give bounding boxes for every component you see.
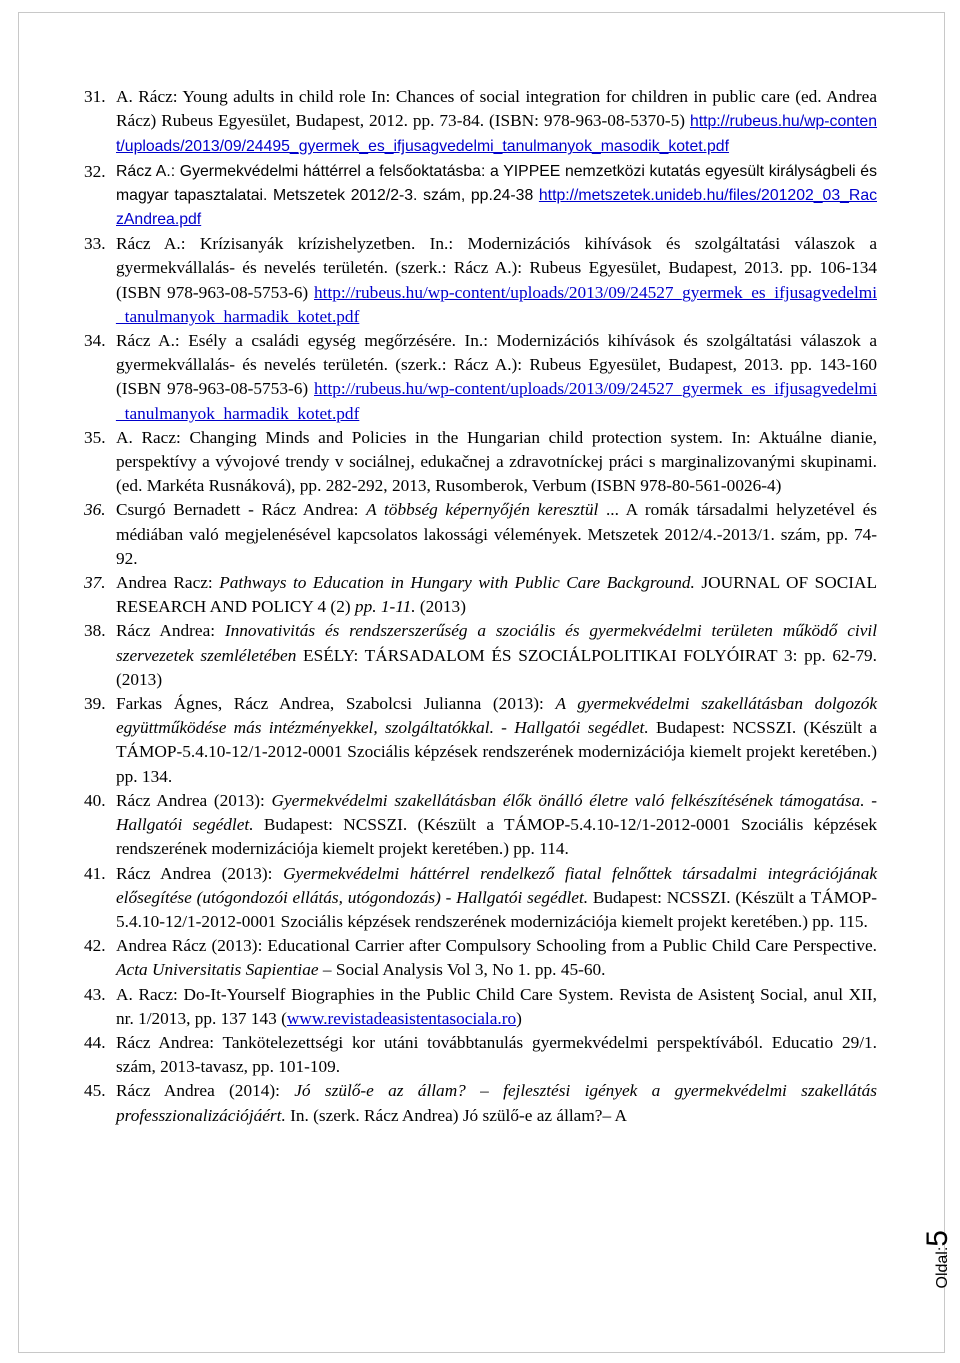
reference-item-35 — [84, 426, 877, 499]
reference-number: 39. — [84, 694, 106, 714]
page-footer — [921, 1230, 959, 1310]
reference-number: 35. — [84, 427, 106, 447]
reference-text: Budapest: NCSSZI. (Készült a TÁMOP-5.4.10-12/1-2012-0001 Szociális képzések rendszerének modernizációja kiemelt projekt keretében.) pp. 114. — [116, 815, 878, 859]
reference-title: A gyermekvédelmi szakellátásban dolgozók együttműködése más intézményekkel, szolgáltatókkal. - Hallgatói segédlet. — [116, 694, 877, 738]
reference-text: Rácz A.: Gyermekvédelmi háttérrel a felsőoktatásba: a YIPPEE nemzetközi kutatás egyesült királyságbeli és magyar tapasztalatai. Metszetek 2012/2-3. szám, pp.24-38 — [116, 162, 877, 204]
reference-text: Andrea Racz: — [116, 573, 220, 593]
reference-title: Pathways to Education in Hungary with Public Care Background. — [219, 573, 695, 593]
reference-number: 31. — [84, 87, 106, 106]
page-number: 5 — [921, 1230, 954, 1247]
reference-title: Innovativitás és rendszerszerűség a szociális és gyermekvédelmi területen működő civil szervezetek szemléletében — [116, 621, 877, 665]
reference-number: 33. — [84, 234, 106, 254]
reference-link[interactable]: http://rubeus.hu/wp-content/uploads/2013/09/24495_gyermek_es_ifjusagvedelmi_tanulmanyok_masodik_kotet.pdf — [116, 113, 877, 156]
reference-link[interactable]: http://rubeus.hu/wp-content/uploads/2013/09/24527_gyermek_es_ifjusagvedelmi_tanulmanyok_harmadik_kotet.pdf — [116, 282, 877, 326]
reference-item-42 — [84, 934, 877, 982]
reference-text: ... A romák társadalmi helyzetével és médiában való megjelenésével kapcsolatos lakossági vélemények. Metszetek 2012/4.-2013/1. szám, pp. 74-92. — [116, 500, 878, 568]
reference-item-39 — [84, 692, 877, 789]
reference-journal: Acta Universitatis Sapientiae — [116, 960, 319, 980]
reference-text: (2013) — [415, 597, 466, 617]
reference-number: 43. — [84, 984, 106, 1004]
reference-text: Rácz Andrea: Tankötelezettségi kor utáni továbbtanulás gyermekvédelmi perspektívából. Educatio 29/1. szám, 2013-tavasz, pp. 101-109. — [116, 1032, 877, 1077]
reference-item-45 — [84, 1079, 877, 1127]
reference-item-36 — [84, 498, 877, 571]
reference-item-43 — [84, 983, 877, 1031]
reference-number: 32. — [84, 161, 106, 181]
reference-item-38 — [84, 619, 877, 692]
reference-number: 40. — [84, 790, 106, 810]
reference-text: JOURNAL OF SOCIAL RESEARCH AND POLICY 4 (2) — [116, 573, 878, 617]
reference-text: – Social Analysis Vol 3, No 1. pp. 45-60. — [318, 960, 606, 980]
reference-text: In. (szerk. Rácz Andrea) Jó szülő-e az állam?– A — [285, 1105, 627, 1125]
reference-text: A. Rácz: Young adults in child role In: Chances of social integration for children in public care (ed. Andrea Rácz) Rubeus Egyesület, Budapest, 2012. pp. 73-84. (ISBN: 978-963-08-5370-5) — [116, 87, 877, 131]
reference-text: Rácz A.: Krízisanyák krízishelyzetben. In.: Modernizációs kihívások és szolgáltatási válaszok a gyermekvállalás- és nevelés területén. (szerk.: Rácz A.): Rubeus Egyesület, Budapest, 2013. pp. 106-134 (ISBN 978-963-08-5753-6) — [116, 234, 877, 302]
reference-link[interactable]: www.revistadeasistentasociala.ro — [286, 1008, 517, 1028]
reference-title: Gyermekvédelmi háttérrel rendelkező fiatal felnőttek társadalmi integrációjának elősegítése (utógondozói ellátás, utógondozás) - Hallgatói segédlet. — [116, 863, 877, 907]
reference-number: 36. — [84, 500, 106, 520]
reference-title: Gyermekvédelmi szakellátásban élők önálló életre való felkészítésének támogatása. - Hallgatói segédlet. — [116, 790, 878, 835]
reference-number: 34. — [84, 331, 106, 351]
reference-text: Rácz A.: Esély a családi egység megőrzésére. In.: Modernizációs kihívások és szolgáltatási válaszok a gyermekvállalás- és nevelés területén. (szerk.: Rácz A.): Rubeus Egyesület, Budapest, 2013. pp. 143-160 (ISBN 978-963-08-5753-6) — [116, 331, 877, 399]
reference-text: ESÉLY: TÁRSADALOM ÉS SZOCIÁLPOLITIKAI FOLYÓIRAT 3: pp. 62-79.(2013) — [116, 645, 877, 689]
reference-text: Rácz Andrea (2013): — [116, 790, 272, 810]
reference-text: A. Racz: Do-It-Yourself Biographies in the Public Child Care System. Revista de Asistenţ Social, anul XII, nr. 1/2013, pp. 137 143 ( — [116, 984, 877, 1028]
reference-number: 42. — [84, 936, 106, 956]
reference-item-32 — [84, 160, 877, 233]
reference-text: Rácz Andrea (2013): — [116, 863, 284, 883]
reference-item-31 — [84, 85, 877, 160]
reference-number: 45. — [84, 1081, 106, 1101]
reference-number: 44. — [84, 1032, 106, 1052]
reference-text: Rácz Andrea: — [116, 621, 225, 641]
reference-text: Farkas Ágnes, Rácz Andrea, Szabolcsi Julianna (2013): — [116, 694, 556, 714]
reference-item-40 — [84, 789, 877, 862]
reference-link[interactable]: http://metszetek.unideb.hu/files/201202_03_RaczAndrea.pdf — [116, 186, 877, 229]
reference-text: Csurgó Bernadett - Rácz Andrea: — [116, 500, 367, 520]
reference-item-34 — [84, 329, 877, 426]
reference-text: Rácz Andrea (2014): — [116, 1081, 295, 1101]
reference-text: ) — [516, 1008, 522, 1028]
reference-title: A többség képernyőjén keresztül — [366, 500, 599, 520]
page-label: Oldal: — [934, 1246, 951, 1289]
reference-number: 37. — [84, 573, 106, 593]
reference-text: Budapest: NCSSZI. (Készült a TÁMOP-5.4.10-12/1-2012-0001 Szociális képzések rendszerének modernizációja kiemelt projekt keretében.) pp. 134. — [116, 718, 877, 786]
reference-item-33 — [84, 232, 877, 329]
reference-number: 38. — [84, 621, 106, 641]
reference-list — [84, 85, 877, 1128]
reference-text: Budapest: NCSSZI. (Készült a TÁMOP-5.4.10-12/1-2012-0001 Szociális képzések rendszerének modernizációja kiemelt projekt keretében.) pp. 115. — [116, 887, 878, 931]
reference-title: Jó szülő-e az állam? – fejlesztési igények a gyermekvédelmi szakellátás professzionalizációjáért. — [116, 1081, 877, 1125]
reference-text: A. Racz: Changing Minds and Policies in the Hungarian child protection system. In: Aktuálne dianie, perspektívy a vývojové trendy v sociálnej, edukačnej a zdravotníckej práci s marginalizovanými skupinami. (ed. Markéta Rusnáková), pp. 282-292, 2013, Rusomberok, Verbum (ISBN 978-80-561-0026-4) — [116, 427, 877, 496]
reference-item-44 — [84, 1031, 877, 1079]
reference-text: Andrea Rácz (2013): Educational Carrier after Compulsory Schooling from a Public Child Care Perspective. — [116, 936, 877, 956]
reference-item-37 — [84, 571, 877, 619]
reference-pages: pp. 1-11. — [354, 597, 416, 617]
reference-link[interactable]: http://rubeus.hu/wp-content/uploads/2013/09/24527_gyermek_es_ifjusagvedelmi_tanulmanyok_harmadik_kotet.pdf — [116, 379, 877, 423]
reference-number: 41. — [84, 863, 106, 883]
reference-item-41 — [84, 862, 877, 935]
